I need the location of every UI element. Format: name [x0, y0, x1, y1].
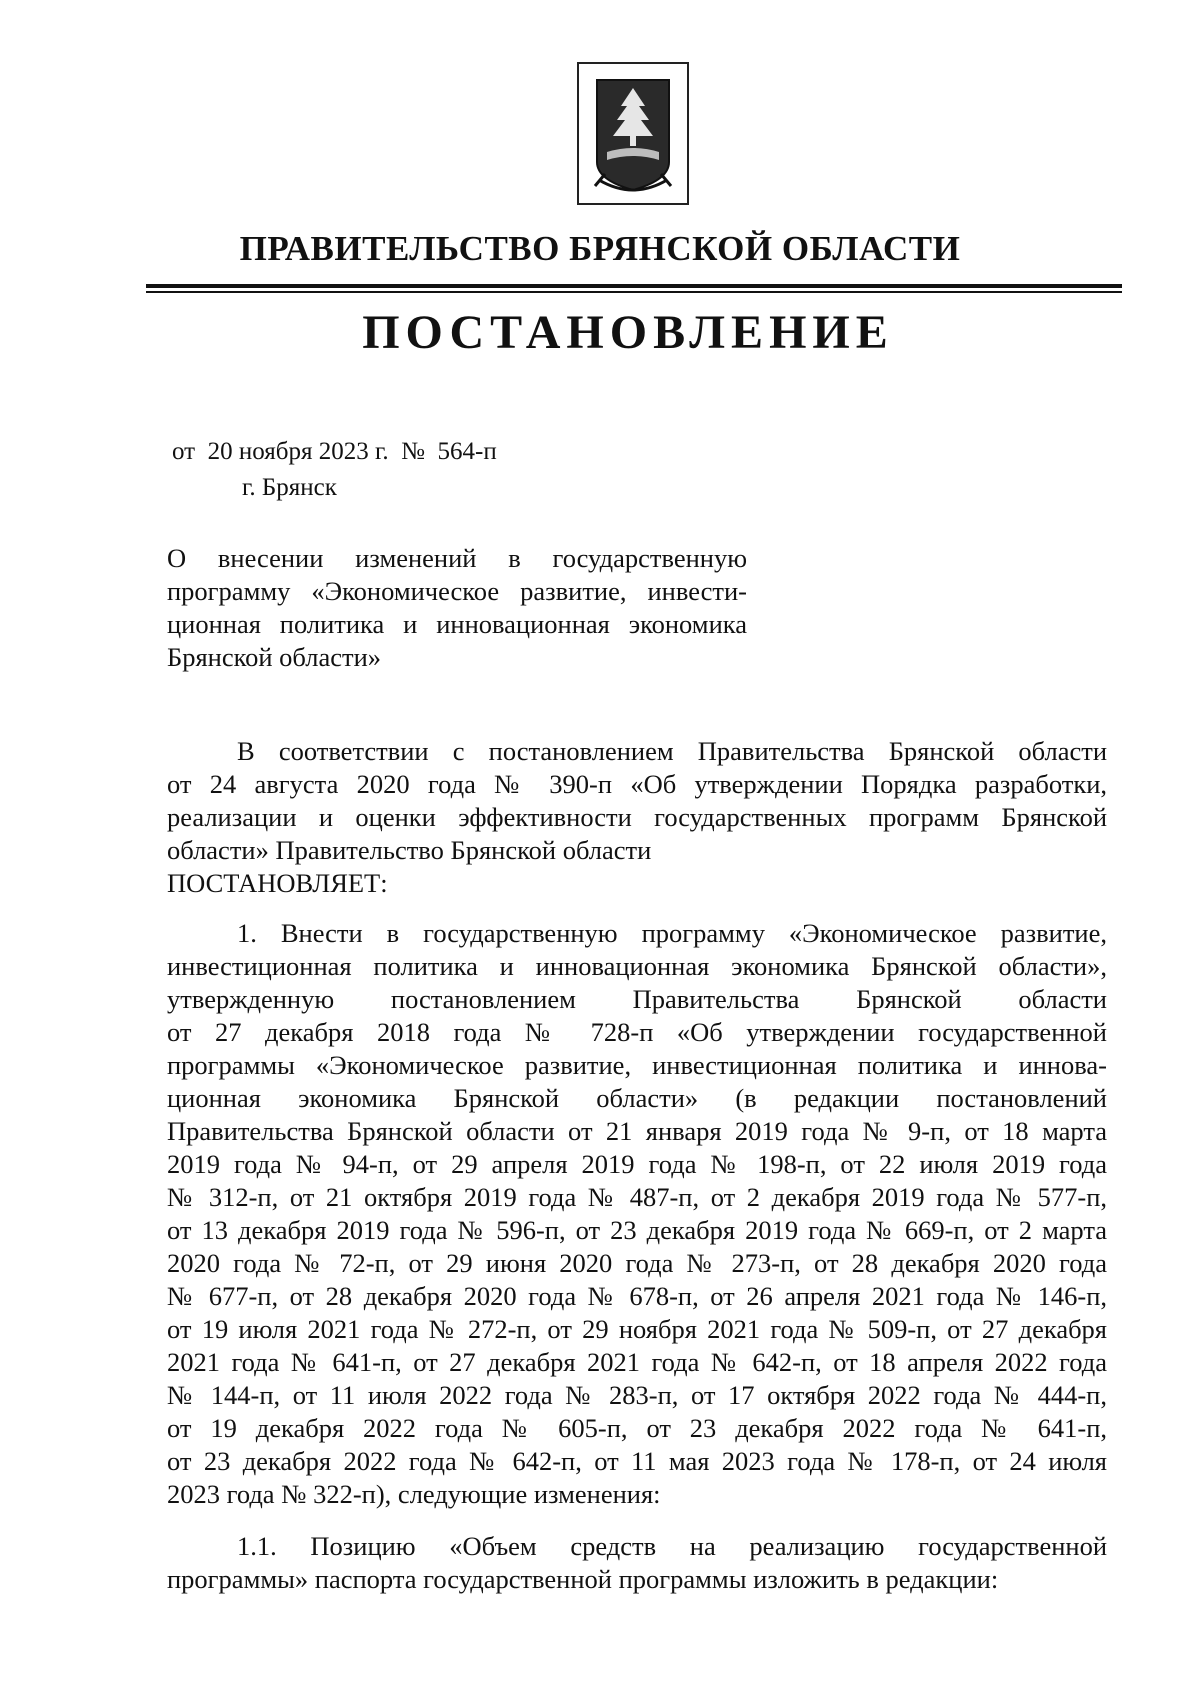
text-line: ционная экономика Брянской области» (в редакции постановлений: [167, 1083, 1107, 1113]
item-1-1-paragraph: [167, 1530, 1107, 1596]
text-line: № 144-п, от 11 июля 2022 года № 283-п, от 17 октября 2022 года № 444-п,: [167, 1380, 1107, 1410]
text-line: 2023 года № 322-п), следующие изменения:: [167, 1479, 661, 1509]
text-line: от 19 декабря 2022 года № 605-п, от 23 декабря 2022 года № 641-п,: [167, 1413, 1107, 1443]
document-subject: [167, 542, 747, 674]
subject-line: ционная политика и инновационная экономика: [167, 609, 747, 639]
intro-paragraph: [167, 735, 1107, 900]
text-line: от 13 декабря 2019 года № 596-п, от 23 декабря 2019 года № 669-п, от 2 марта: [167, 1215, 1107, 1245]
text-line: 2021 года № 641-п, от 27 декабря 2021 года № 642-п, от 18 апреля 2022 года: [167, 1347, 1107, 1377]
text-line: утвержденную постановлением Правительства Брянской области: [167, 984, 1107, 1014]
text-line: Правительства Брянской области от 21 января 2019 года № 9-п, от 18 марта: [167, 1116, 1107, 1146]
text-line: 2019 года № 94-п, от 29 апреля 2019 года № 198-п, от 22 июля 2019 года: [167, 1149, 1107, 1179]
text-line: реализации и оценки эффективности государственных программ Брянской: [167, 802, 1107, 832]
text-line: от 27 декабря 2018 года № 728-п «Об утверждении государственной: [167, 1017, 1107, 1047]
text-line: от 19 июля 2021 года № 272-п, от 29 ноября 2021 года № 509-п, от 27 декабря: [167, 1314, 1107, 1344]
subject-line: Брянской области»: [167, 642, 382, 672]
header-rule-thin: [146, 291, 1122, 293]
text-line: инвестиционная политика и инновационная экономика Брянской области»,: [167, 951, 1107, 981]
text-line: 1. Внести в государственную программу «Экономическое развитие,: [237, 918, 1107, 948]
document-type-title: ПОСТАНОВЛЕНИЕ: [362, 306, 894, 359]
subject-line: О внесении изменений в государственную: [167, 543, 747, 573]
document-city: г. Брянск: [242, 474, 337, 501]
resolves-heading: ПОСТАНОВЛЯЕТ:: [167, 868, 388, 898]
document-date-number: от 20 ноября 2023 г. № 564-п: [172, 438, 497, 465]
coat-of-arms-icon: [577, 62, 689, 205]
text-line: В соответствии с постановлением Правительства Брянской области: [237, 736, 1107, 766]
text-line: программы» паспорта государственной программы изложить в редакции:: [167, 1564, 999, 1594]
text-line: 2020 года № 72-п, от 29 июня 2020 года № 273-п, от 28 декабря 2020 года: [167, 1248, 1107, 1278]
item-1-paragraph: [167, 917, 1107, 1511]
text-line: от 24 августа 2020 года № 390-п «Об утверждении Порядка разработки,: [167, 769, 1107, 799]
subject-line: программу «Экономическое развитие, инвести-: [167, 576, 747, 606]
text-line: программы «Экономическое развитие, инвестиционная политика и иннова-: [167, 1050, 1107, 1080]
government-title: ПРАВИТЕЛЬСТВО БРЯНСКОЙ ОБЛАСТИ: [239, 229, 961, 268]
text-line: № 677-п, от 28 декабря 2020 года № 678-п, от 26 апреля 2021 года № 146-п,: [167, 1281, 1107, 1311]
header-rule-thick: [146, 284, 1122, 288]
text-line: № 312-п, от 21 октября 2019 года № 487-п, от 2 декабря 2019 года № 577-п,: [167, 1182, 1107, 1212]
text-line: от 23 декабря 2022 года № 642-п, от 11 мая 2023 года № 178-п, от 24 июля: [167, 1446, 1107, 1476]
text-line: области» Правительство Брянской области: [167, 835, 652, 865]
text-line: 1.1. Позицию «Объем средств на реализацию государственной: [237, 1531, 1107, 1561]
